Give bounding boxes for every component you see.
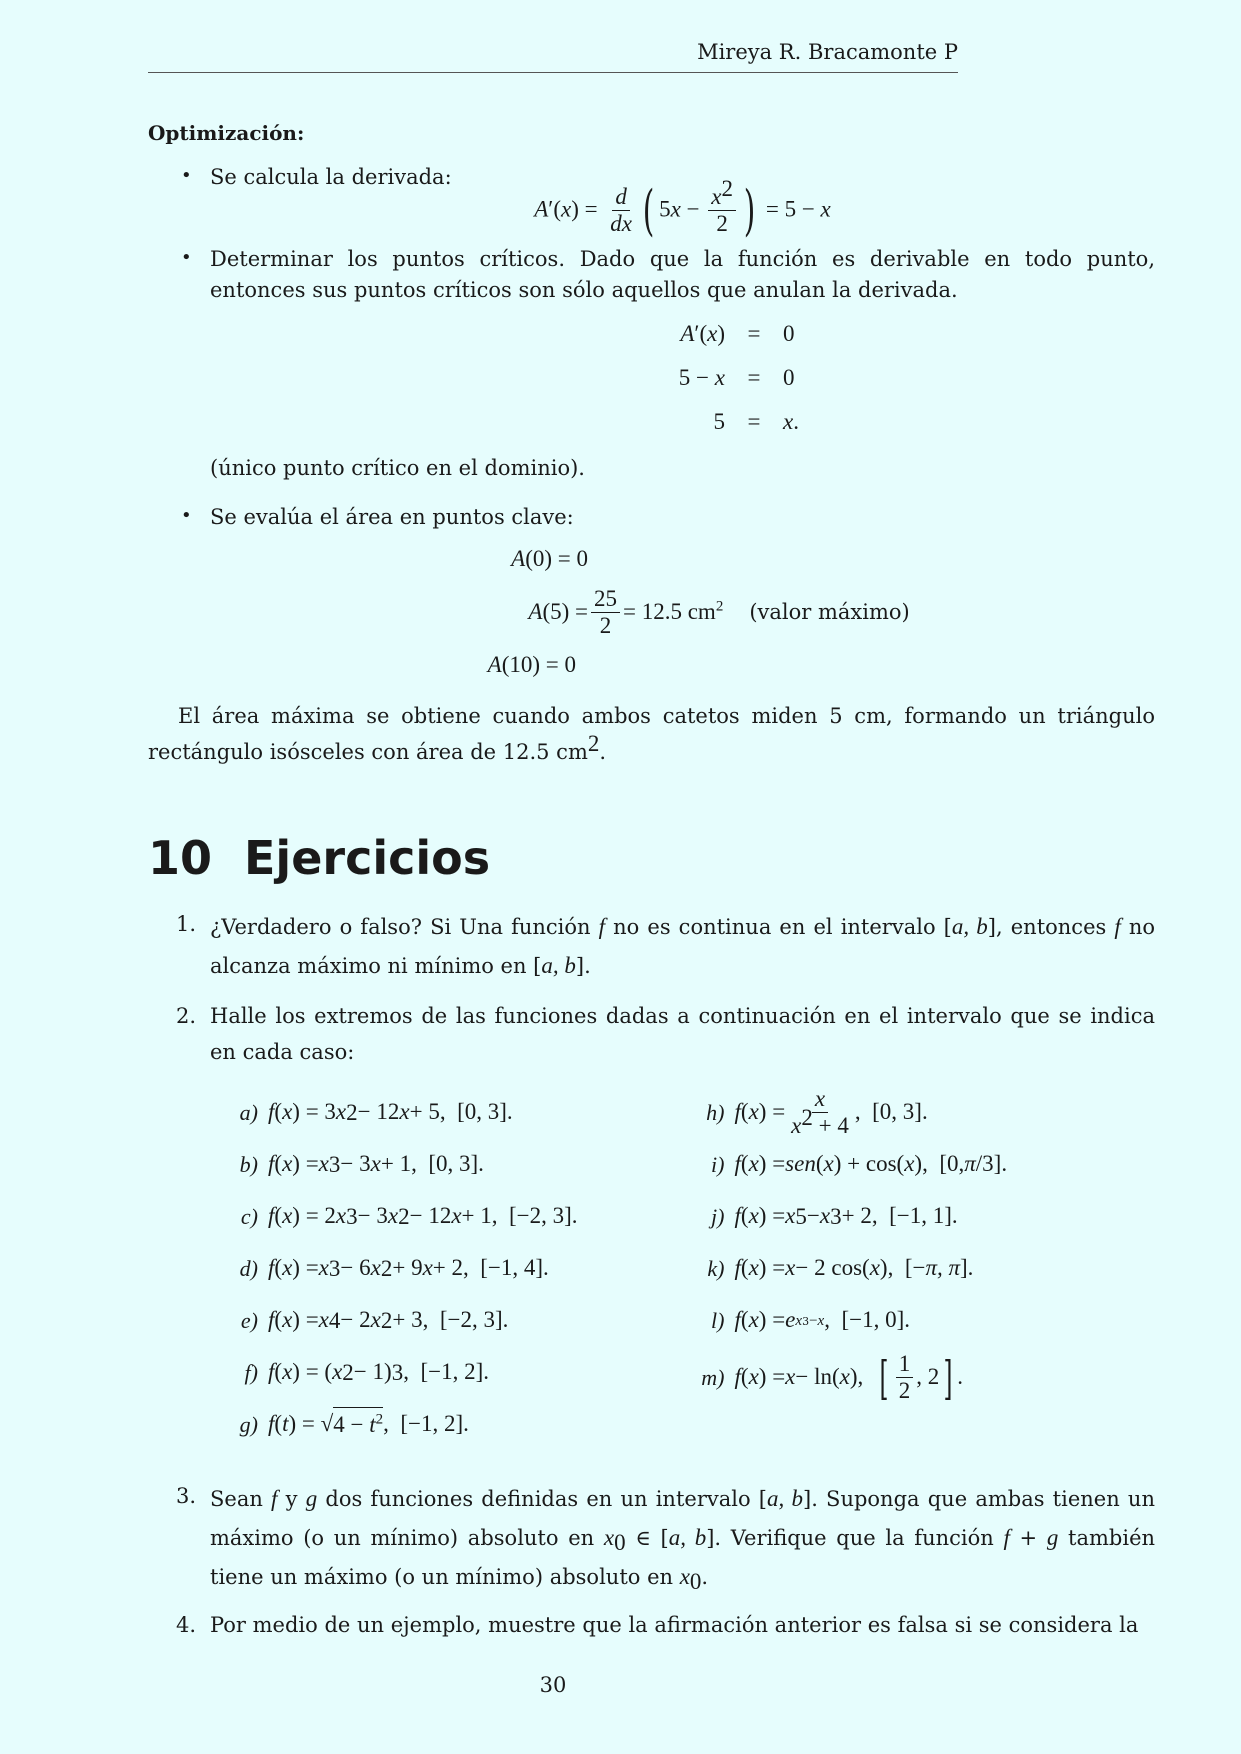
header-author: Mireya R. Bracamonte P — [697, 39, 958, 64]
bullet-derivative-text: • Se calcula la derivada: — [210, 165, 452, 189]
function-item: e) f ( x ) = x 4 − 2 x 2 + 3, [−2, 3]. — [240, 1307, 509, 1334]
exercise-4: 4. Por medio de un ejemplo, muestre que la afirmación anterior es falsa si se considera la — [176, 1612, 1139, 1637]
function-item: b) f ( x ) = x 3 − 3 x + 1, [0, 3]. — [239, 1151, 484, 1178]
max-value-note: (valor máximo) — [749, 599, 910, 624]
function-item: a) f ( x ) = 3 x 2 − 12 x + 5, [0, 3]. — [239, 1099, 513, 1126]
function-item: j) f ( x ) = x 5 − x 3 + 2, [−1, 1]. — [711, 1203, 958, 1230]
function-item: m) f ( x ) = x − ln( x ), [ $\frac{1}{2}$ , 2 ] . — [701, 1350, 963, 1405]
page-content — [148, 118, 1155, 1644]
exercise-2: 2. Halle los extremos de las funciones dadas a continuación en el intervalo que se indica en cada caso: — [176, 1004, 1155, 1064]
function-item: g) f ( t ) = √ $4 - t^2$ , [−1, 2]. — [222, 1399, 689, 1451]
bullet-derivative — [148, 162, 1155, 242]
function-item: k) f ( x ) = x − 2 cos( x ), [− π, π ]. — [707, 1255, 974, 1282]
bullet-critical-text: • Determinar los puntos críticos. Dado que la función es derivable en todo punto, entonces sus puntos críticos son sólo aquellos que anulan la derivada. — [210, 246, 1155, 302]
conclusion-paragraph: El área máxima se obtiene cuando ambos catetos miden 5 cm, formando un triángulo rectángulo isósceles con área de 12.5 $cm^2$. — [148, 703, 1155, 765]
function-item: l) f ( x ) = e x3−x , [−1, 0]. — [711, 1307, 910, 1334]
equation-derivative: A′(x) = $\frac{d}{dx}$ ( 5x − $\frac{x^2}{2}$ ) = 5 − x — [534, 175, 831, 242]
function-item: h) f ( x ) = $\frac{x}{x^2 + 4}$ , [0, 3]. — [706, 1085, 928, 1139]
exercise-1: 1. ¿Verdadero o falso? Si Una función f no es continua en el intervalo [a, b], entonces f no alcanza máximo ni mínimo en [a, b]. — [176, 912, 1156, 979]
exercise-3: 3. Sean f y g dos funciones definidas en un intervalo [a, b]. Suponga que ambas tienen un máximo (o un mínimo) absoluto en $x_0$ ∈ [a, b]. Verifique que la función f + g también tiene un máximo (o un mínimo) absoluto en $x_0$. — [176, 1483, 1156, 1594]
function-item: i) f ( x ) = sen ( x ) + cos( x ), [0, π /3]. — [711, 1151, 1008, 1178]
section-heading — [148, 831, 1155, 885]
area-evaluations: A(0) = 0 A(5) = $\frac{25}{2}$ = 12.5 $cm^2$ (valor máximo) A(10) = 0 — [487, 546, 910, 678]
function-item: f) f ( x ) = ( x 2 − 1) 3 , [−1, 2]. — [244, 1359, 489, 1386]
functions-right-column — [689, 1087, 1156, 1451]
page-number: 30 — [539, 1673, 567, 1697]
function-item: d) f ( x ) = x 3 − 6 x 2 + 9 x + 2, [−1, 4]. — [239, 1255, 549, 1282]
bullet-evaluate — [148, 502, 1155, 534]
optimization-heading: Optimización: — [148, 121, 305, 145]
exercise-2-functions — [222, 1087, 1155, 1451]
section-title: Ejercicios — [244, 831, 491, 885]
section-number: 10 — [148, 831, 213, 885]
functions-left-column — [222, 1087, 689, 1451]
bullet-evaluate-text: • Se evalúa el área en puntos clave: — [210, 505, 574, 529]
function-item: c) f ( x ) = 2 x 3 − 3 x 2 − 12 x + 1, [−2, 3]. — [240, 1203, 578, 1230]
page-header — [148, 40, 958, 73]
bullet-critical-points — [148, 244, 1155, 307]
unique-critical-note: (único punto crítico en el dominio). — [210, 455, 585, 480]
critical-point-equations: A′(x) = 0 5 − x = 0 5 = x. — [678, 321, 799, 435]
